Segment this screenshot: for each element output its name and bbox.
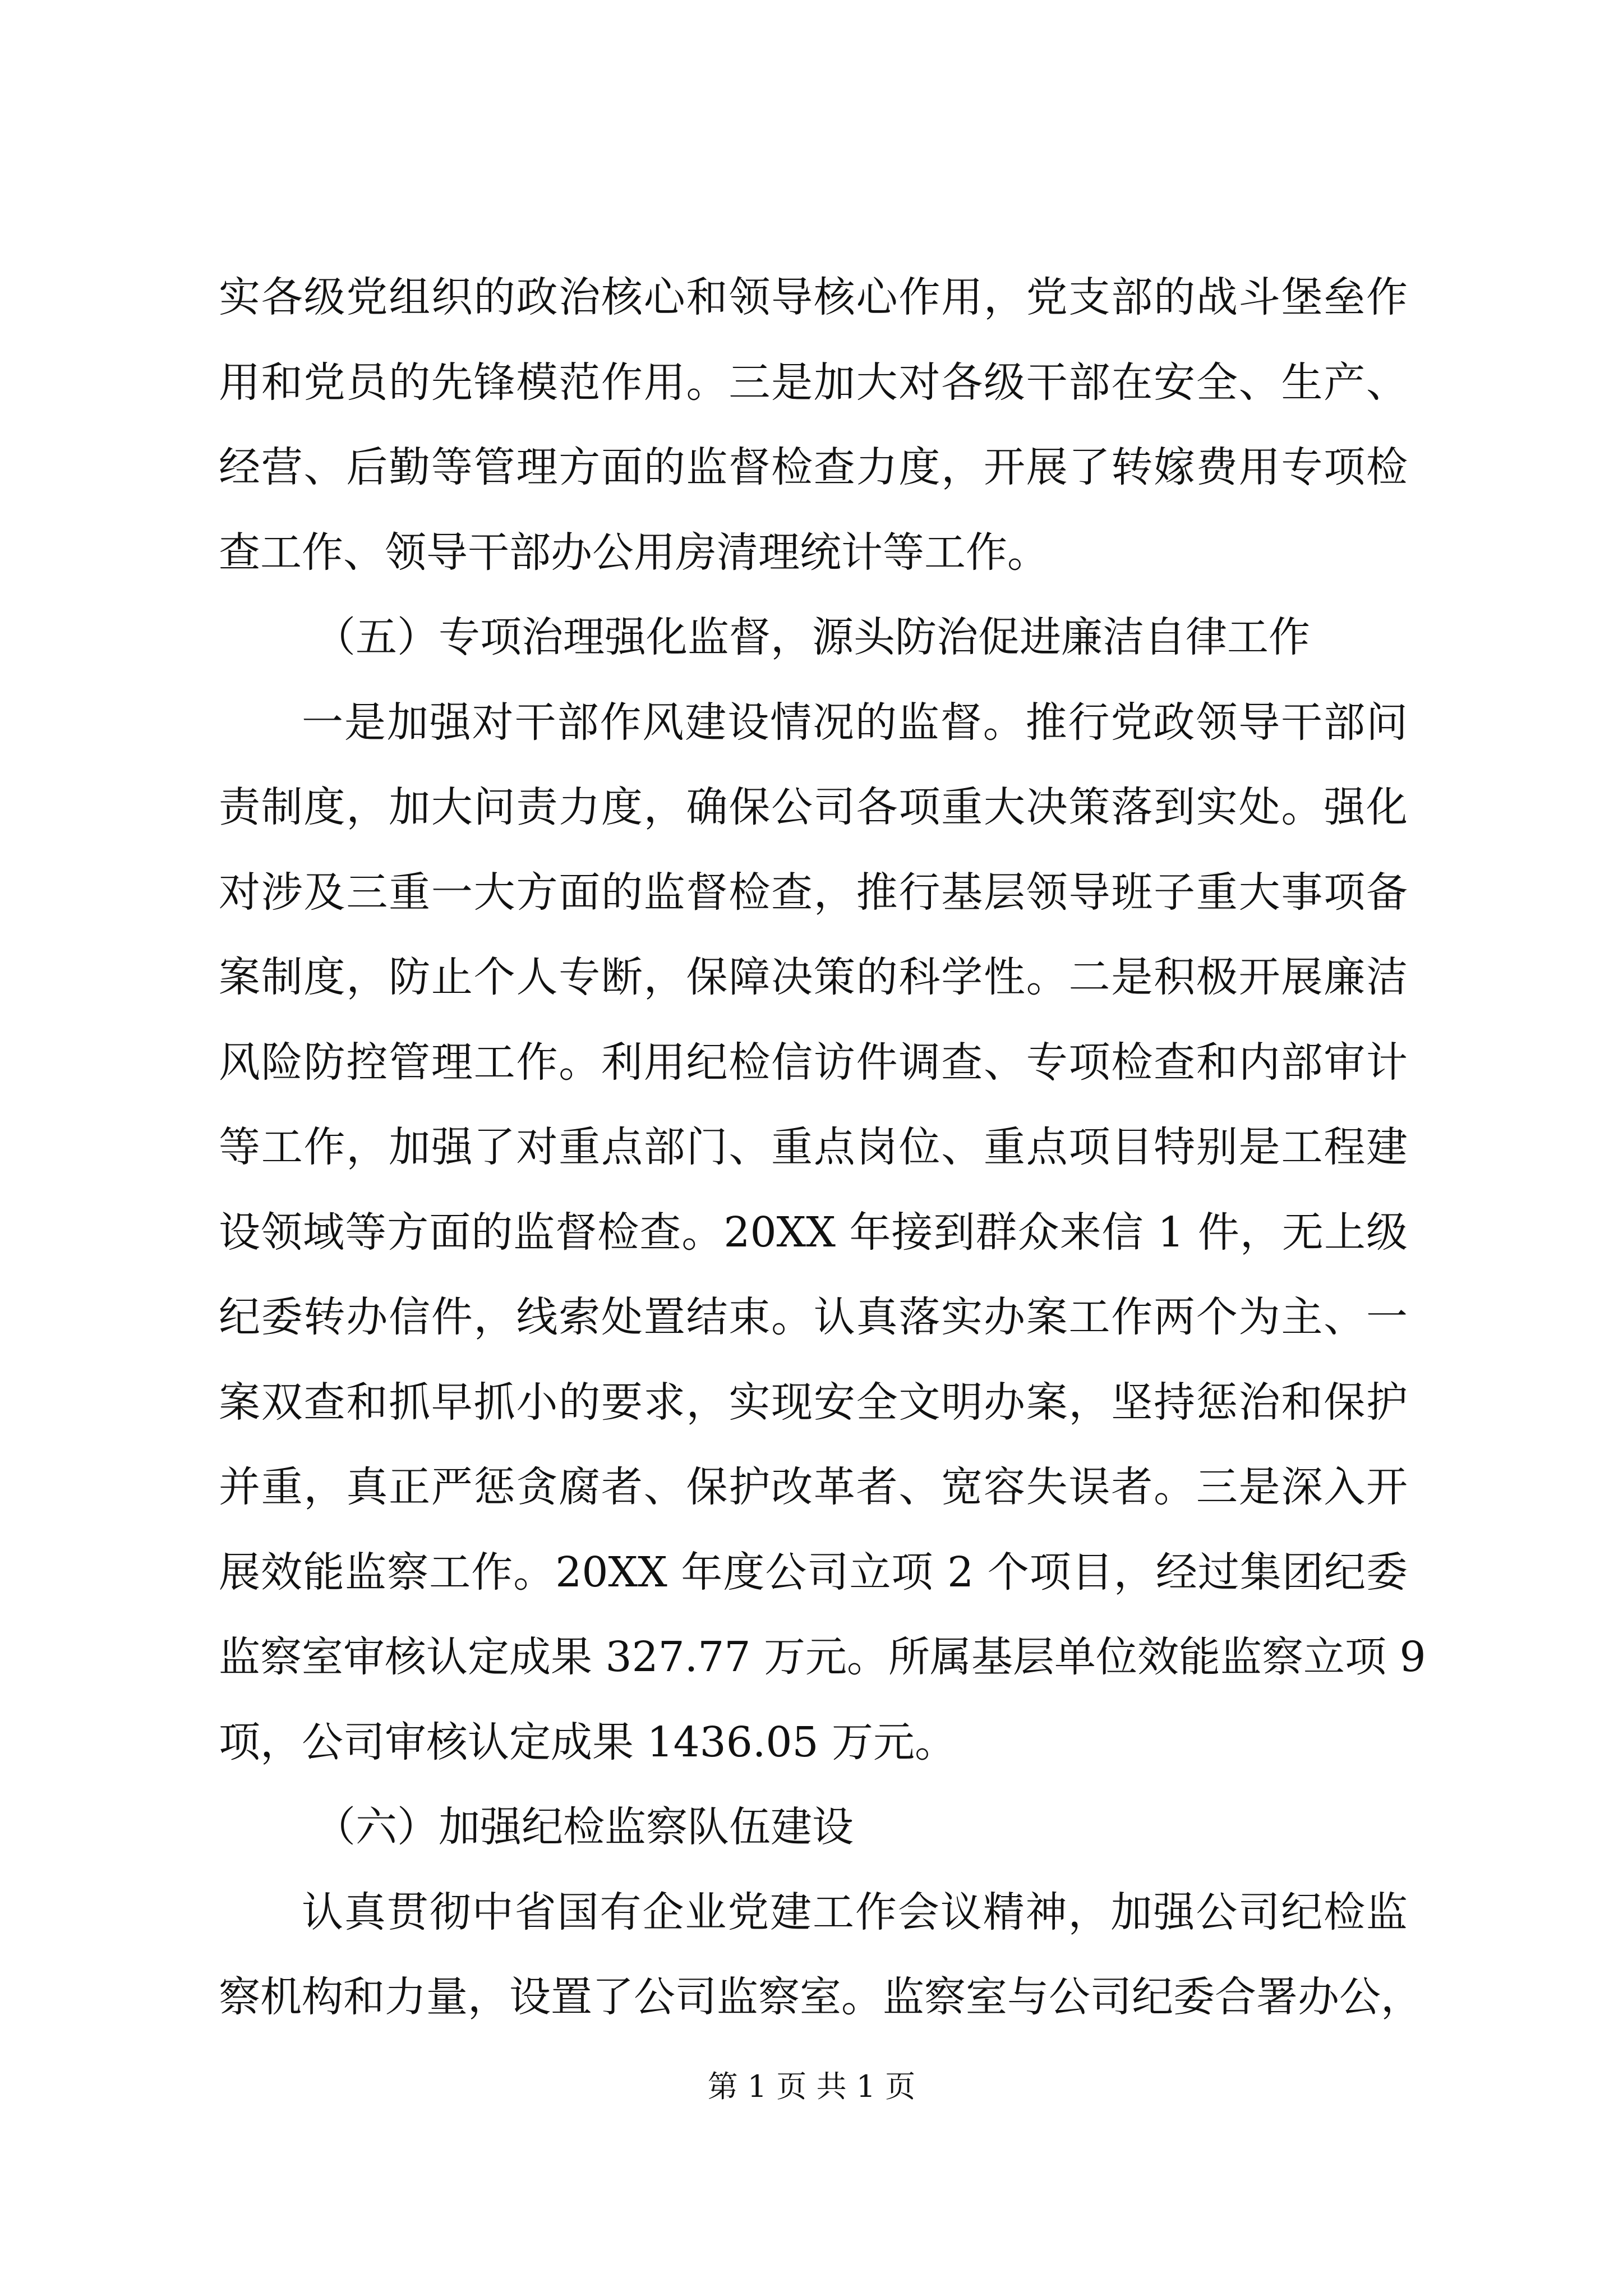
text-line: 设领域等方面的监督检查。20XX 年接到群众来信 1 件，无上级 — [219, 1208, 1408, 1257]
text-line: 监察室审核认定成果 327.77 万元。所属基层单位效能监察立项 9 — [219, 1633, 1426, 1681]
section-heading-5: （五）专项治理强化监督，源头防治促进廉洁自律工作 — [314, 613, 1310, 661]
text-line: 经营、后勤等管理方面的监督检查力度，开展了转嫁费用专项检 — [219, 443, 1408, 491]
text-line: 察机构和力量，设置了公司监察室。监察室与公司纪委合署办公， — [219, 1973, 1422, 2021]
text-line: 项，公司审核认定成果 1436.05 万元。 — [219, 1718, 957, 1766]
text-line: 对涉及三重一大方面的监督检查，推行基层领导班子重大事项备 — [219, 868, 1408, 917]
text-line: 案制度，防止个人专断，保障决策的科学性。二是积极开展廉洁 — [219, 953, 1408, 1001]
document-body — [219, 255, 1426, 2040]
text-line: 纪委转办信件，线索处置结束。认真落实办案工作两个为主、一 — [219, 1293, 1408, 1341]
text-line: 并重，真正严惩贪腐者、保护改革者、宽容失误者。三是深入开 — [219, 1463, 1408, 1511]
text-line: 等工作，加强了对重点部门、重点岗位、重点项目特别是工程建 — [219, 1123, 1408, 1171]
text-line: 查工作、领导干部办公用房清理统计等工作。 — [219, 528, 1049, 577]
text-line: 用和党员的先锋模范作用。三是加大对各级干部在安全、生产、 — [219, 358, 1408, 407]
text-line: 展效能监察工作。20XX 年度公司立项 2 个项目，经过集团纪委 — [219, 1548, 1408, 1596]
paragraph-first-line: 一是加强对干部作风建设情况的监督。推行党政领导干部问 — [302, 698, 1408, 747]
text-line: 实各级党组织的政治核心和领导核心作用，党支部的战斗堡垒作 — [219, 273, 1408, 321]
text-line: 风险防控管理工作。利用纪检信访件调查、专项检查和内部审计 — [219, 1038, 1408, 1087]
text-line: 责制度，加大问责力度，确保公司各项重大决策落到实处。强化 — [219, 783, 1408, 831]
text-line: 案双查和抓早抓小的要求，实现安全文明办案，坚持惩治和保护 — [219, 1378, 1408, 1427]
section-heading-6: （六）加强纪检监察队伍建设 — [314, 1803, 854, 1851]
paragraph-first-line: 认真贯彻中省国有企业党建工作会议精神，加强公司纪检监 — [302, 1888, 1408, 1936]
page-footer: 第 1 页 共 1 页 — [707, 2069, 916, 2104]
